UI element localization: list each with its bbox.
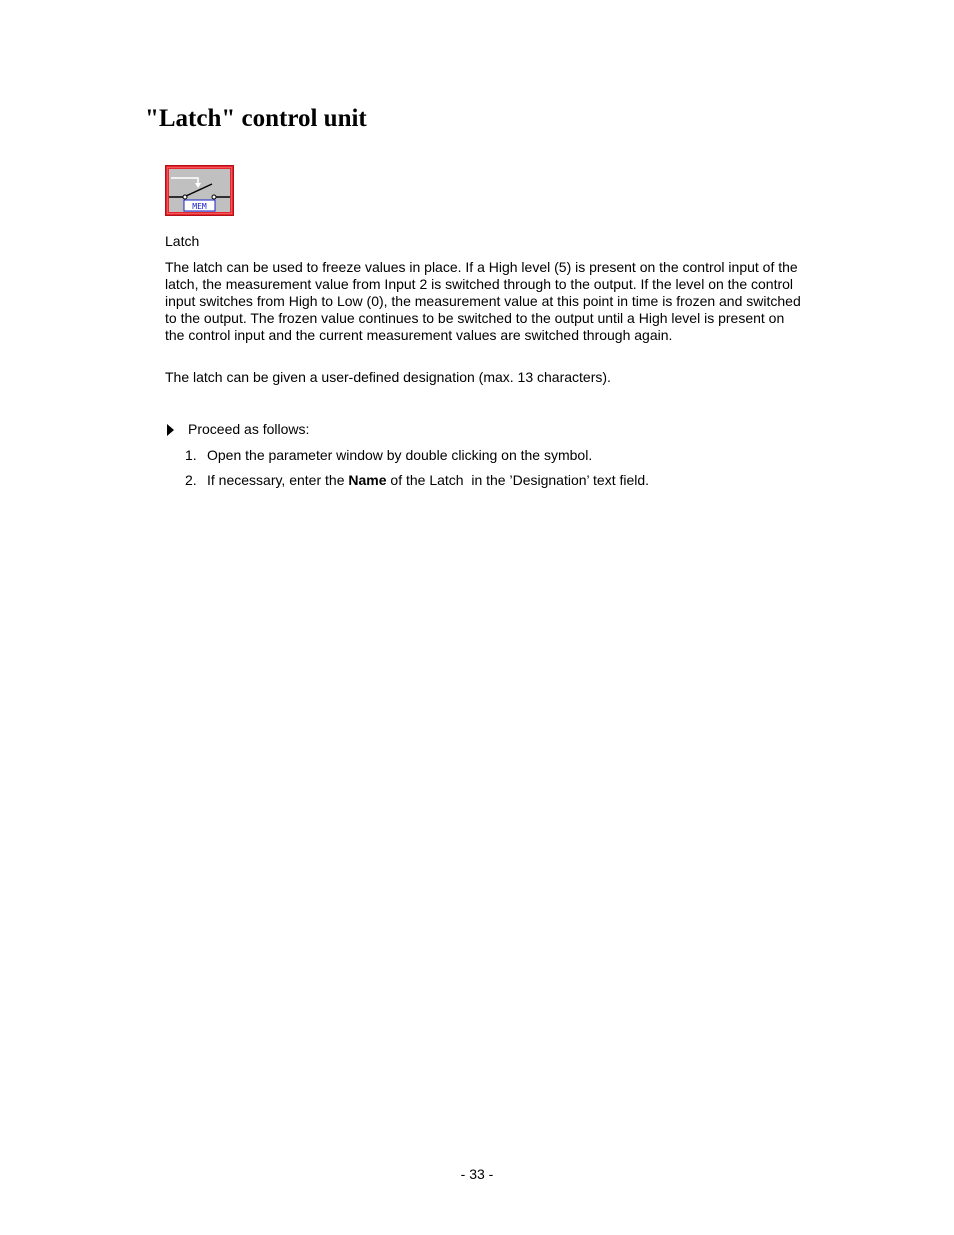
page-title: "Latch" control unit: [145, 105, 367, 132]
step-number: 1.: [185, 447, 197, 463]
description-paragraph: The latch can be used to freeze values in place. If a High level (5) is present on the control input of the latch, the measurement value from Input 2 is switched through to the output. If the level on the control input switches from High to Low (0), the measurement value at this point in time is frozen and switched to the output. The frozen value continues to be switched to the output until a High level is present on the control input and the current measurement values are switched through again.: [165, 259, 801, 343]
step-text: Open the parameter window by double clicking on the symbol.: [207, 447, 593, 463]
step-text: [207, 472, 649, 489]
step-text-post: of the Latch in the ’Designation’ text field.: [386, 472, 650, 488]
page-number: - 33 -: [460, 1166, 494, 1182]
step-number: 2.: [185, 472, 197, 488]
list-item: [185, 472, 649, 489]
steps-list: [185, 447, 649, 497]
list-item: [185, 447, 649, 464]
mem-label: MEM: [192, 202, 207, 211]
step-text-pre: If necessary, enter the: [207, 472, 349, 488]
proceed-instruction: [165, 421, 309, 438]
designation-paragraph: The latch can be given a user-defined designation (max. 13 characters).: [165, 369, 611, 385]
triangle-right-icon: [167, 424, 174, 436]
proceed-label: Proceed as follows:: [188, 421, 310, 437]
step-text-bold: Name: [348, 472, 387, 488]
icon-caption: Latch: [165, 233, 200, 249]
latch-mem-icon: [165, 165, 234, 216]
